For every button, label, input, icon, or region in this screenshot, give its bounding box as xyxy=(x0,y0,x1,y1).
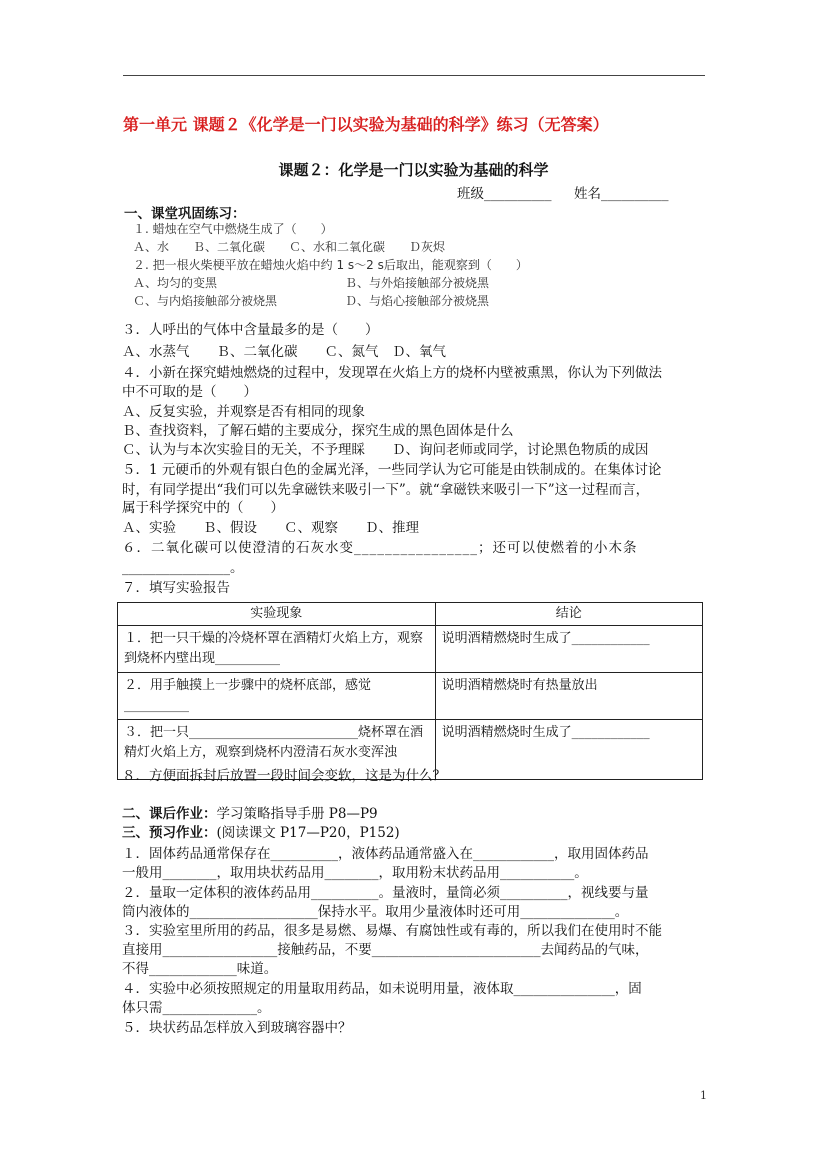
row-2-conclusion: 说明酒精燃烧时有热量放出 xyxy=(435,673,702,720)
question-5-line-1: ５．1 元硬币的外观有银白色的金属光泽，一些同学认为它可能是由铁制成的。在集体讨论 xyxy=(122,462,662,478)
preview-question-1-line-1: １．固体药品通常保存在__________，液体药品通常盛入在____________，取用固体药品 xyxy=(122,846,649,862)
header-rule xyxy=(123,75,705,76)
row-2-observation: ２．用手触摸上一步骤中的烧杯底部，感觉__________ xyxy=(118,673,436,720)
section-3-label: 三、预习作业： xyxy=(122,825,217,841)
column-header-conclusion: 结论 xyxy=(435,603,702,626)
row-3-observation: ３．把一只__________________________烧杯罩在酒精灯火焰上方，观察到烧杯内澄清石灰水变浑浊 xyxy=(118,720,436,780)
section-1-heading: 一、课堂巩固练习： xyxy=(124,206,246,222)
question-4-line-2: 中不可取的是（ ） xyxy=(122,384,257,400)
question-5-line-3: 属于科学探究中的（ ） xyxy=(122,500,284,516)
section-3-text: (阅读课文 P17—P20，P152) xyxy=(216,825,400,841)
question-2: ２. 把一根火柴梗平放在蜡烛火焰中约 1 s～2 s后取出，能观察到（ ） xyxy=(133,258,528,272)
question-4-option-b: Ｂ、查找资料，了解石蜡的主要成分，探究生成的黑色固体是什么 xyxy=(122,423,514,439)
question-5-line-2: 时，有同学提出“我们可以先拿磁铁来吸引一下”。就“拿磁铁来吸引一下”这一过程而言， xyxy=(122,482,650,498)
table-row xyxy=(118,673,703,720)
table-row xyxy=(118,626,703,673)
question-1: １. 蜡烛在空气中燃烧生成了（ ） xyxy=(133,222,333,236)
preview-question-3-line-2: 直接用_________________接触药品，不要_________________________去闻药品的气味， xyxy=(122,942,649,958)
question-1-options: Ａ、水 Ｂ、二氧化碳 Ｃ、水和二氧化碳 Ｄ灰烬 xyxy=(133,240,446,254)
name-field: 姓名__________ xyxy=(574,186,669,202)
row-1-conclusion: 说明酒精燃烧时生成了____________ xyxy=(435,626,702,673)
question-4-line-1: ４．小新在探究蜡烛燃烧的过程中，发现罩在火焰上方的烧杯内壁被熏黑，你认为下列做法 xyxy=(122,365,662,381)
table-header-row xyxy=(118,603,703,626)
preview-question-1-line-2: 一般用________，取用块状药品用________，取用粉末状药品用___________。 xyxy=(122,865,588,881)
row-1-observation: １．把一只干燥的冷烧杯罩在酒精灯火焰上方，观察到烧杯内壁出现__________ xyxy=(118,626,436,673)
preview-question-4-line-2: 体只需______________。 xyxy=(122,1000,271,1016)
question-4-option-a: Ａ、反复实验，并观察是否有相同的现象 xyxy=(122,404,365,420)
preview-question-3-line-3: 不得_____________味道。 xyxy=(122,961,278,977)
class-field: 班级__________ xyxy=(457,186,552,202)
question-4-option-c-d: Ｃ、认为与本次实验目的无关，不予理睬 Ｄ、询问老师或同学，讨论黑色物质的成因 xyxy=(122,442,649,458)
question-3: ３．人呼出的气体中含量最多的是（ ） xyxy=(122,322,379,338)
question-7: ７．填写实验报告 xyxy=(122,580,230,596)
question-2-option-a: Ａ、均匀的变黑 xyxy=(133,276,218,290)
preview-question-2-line-2: 筒内液体的___________________保持水平。取用少量液体时还可用______________。 xyxy=(122,904,629,920)
question-5-options: Ａ、实验 Ｂ、假设 Ｃ、观察 Ｄ、推理 xyxy=(122,520,419,536)
question-2-option-b: Ｂ、与外焰接触部分被烧黑 xyxy=(345,276,490,290)
question-6-line-1: ６．二氧化碳可以使澄清的石灰水变________________；还可以使燃着的小木条 xyxy=(122,540,638,556)
column-header-observation: 实验现象 xyxy=(118,603,436,626)
question-2-option-d: Ｄ、与焰心接触部分被烧黑 xyxy=(345,294,490,308)
row-3-conclusion: 说明酒精燃烧时生成了____________ xyxy=(435,720,702,780)
preview-question-5: ５．块状药品怎样放入到玻璃容器中？ xyxy=(122,1020,352,1036)
question-8: ８．方便面拆封后放置一段时间会变软，这是为什么？ xyxy=(122,768,446,784)
section-2 xyxy=(122,802,378,822)
preview-question-2-line-1: ２．量取一定体积的液体药品用__________。量液时，量筒必须__________，视线要与量 xyxy=(122,885,649,901)
question-2-option-c: Ｃ、与内焰接触部分被烧黑 xyxy=(133,294,278,308)
page-number: 1 xyxy=(700,1089,707,1102)
experiment-report-table xyxy=(117,602,703,780)
preview-question-3-line-1: ３．实验室里所用的药品，很多是易燃、易爆、有腐蚀性或有毒的，所以我们在使用时不能 xyxy=(122,923,662,939)
section-2-label: 二、课后作业： xyxy=(122,806,217,822)
question-3-options: Ａ、水蒸气 Ｂ、二氧化碳 Ｃ、氮气 Ｄ、氧气 xyxy=(122,344,446,360)
document-title: 第一单元 课题２《化学是一门以实验为基础的科学》练习（无答案） xyxy=(123,115,609,134)
section-2-text: 学习策略指导手册 P8—P9 xyxy=(216,806,378,822)
section-3 xyxy=(122,821,400,841)
preview-question-4-line-1: ４．实验中必须按照规定的用量取用药品，如未说明用量，液体取_______________，固 xyxy=(122,981,642,997)
lesson-title: 课题２：化学是一门以实验为基础的科学 xyxy=(278,161,549,179)
question-6-line-2: ________________。 xyxy=(122,560,244,576)
